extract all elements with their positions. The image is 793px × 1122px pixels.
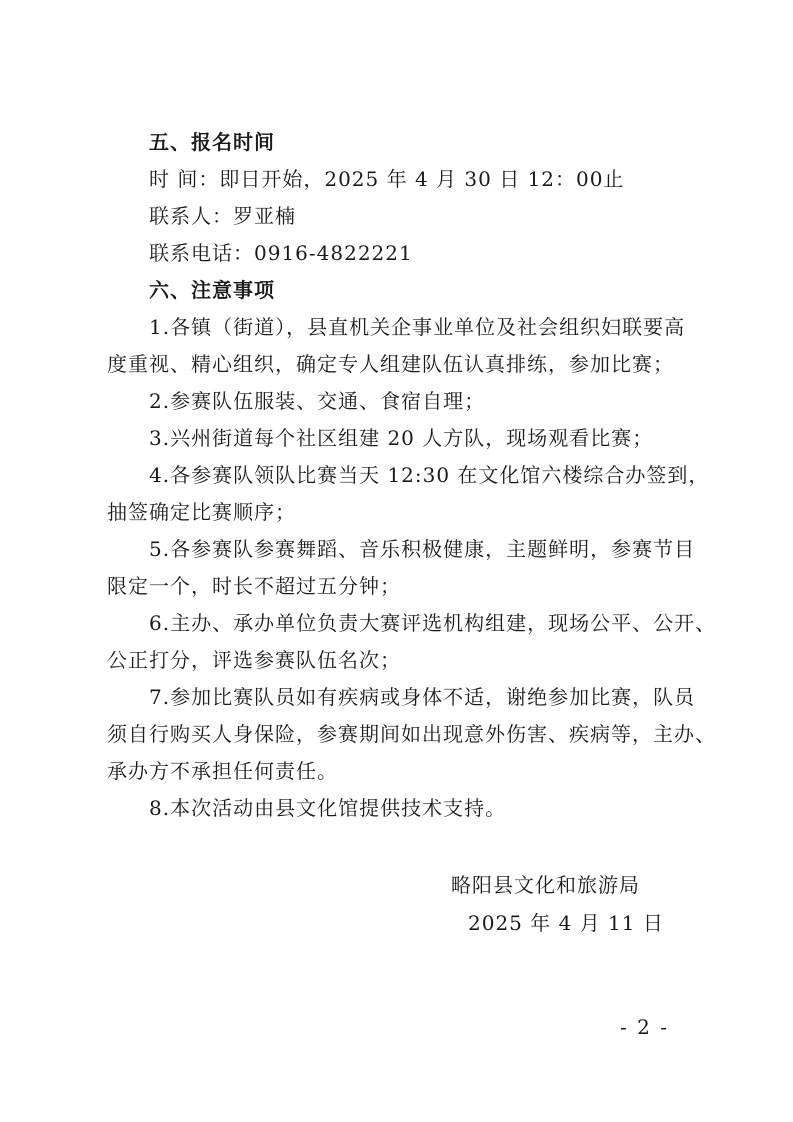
note-item-7-line-3: 承办方不承担任何责任。 — [107, 759, 338, 783]
page-number: - 2 - — [620, 1015, 669, 1039]
note-item-7-line-2: 须自行购买人身保险，参赛期间如出现意外伤害、疾病等，主办、 — [107, 722, 716, 746]
note-item-6-line-1: 6.主办、承办单位负责大赛评选机构组建，现场公平、公开、 — [149, 611, 717, 635]
note-item-7-line-1: 7.参加比赛队员如有疾病或身体不适，谢绝参加比赛，队员 — [149, 685, 696, 709]
registration-time-line: 时 间：即日开始，2025 年 4 月 30 日 12：00止 — [149, 167, 625, 191]
note-item-1-line-2: 度重视、精心组织，确定专人组建队伍认真排练，参加比赛； — [107, 352, 674, 376]
contact-person-line: 联系人：罗亚楠 — [149, 204, 296, 228]
signature-organization: 略阳县文化和旅游局 — [451, 873, 640, 897]
note-item-3-line-1: 3.兴州街道每个社区组建 20 人方队，现场观看比赛； — [149, 426, 654, 450]
note-item-4-line-1: 4.各参赛队领队比赛当天 12:30 在文化馆六楼综合办签到， — [149, 463, 710, 487]
note-item-4-line-2: 抽签确定比赛顺序； — [107, 500, 296, 524]
signature-date: 2025 年 4 月 11 日 — [468, 911, 664, 935]
section-heading-notes: 六、注意事项 — [149, 278, 275, 302]
note-item-2-line-1: 2.参赛队伍服装、交通、食宿自理； — [149, 389, 486, 413]
note-item-5-line-1: 5.各参赛队参赛舞蹈、音乐积极健康，主题鲜明，参赛节目 — [149, 537, 696, 561]
note-item-8-line-1: 8.本次活动由县文化馆提供技术支持。 — [149, 796, 507, 820]
contact-phone-line: 联系电话：0916-4822221 — [149, 241, 413, 265]
note-item-1-line-1: 1.各镇（街道），县直机关企事业单位及社会组织妇联要高 — [149, 315, 686, 339]
section-heading-registration-time: 五、报名时间 — [149, 130, 275, 154]
note-item-5-line-2: 限定一个，时长不超过五分钟； — [107, 574, 401, 598]
note-item-6-line-2: 公正打分，评选参赛队伍名次； — [107, 648, 401, 672]
